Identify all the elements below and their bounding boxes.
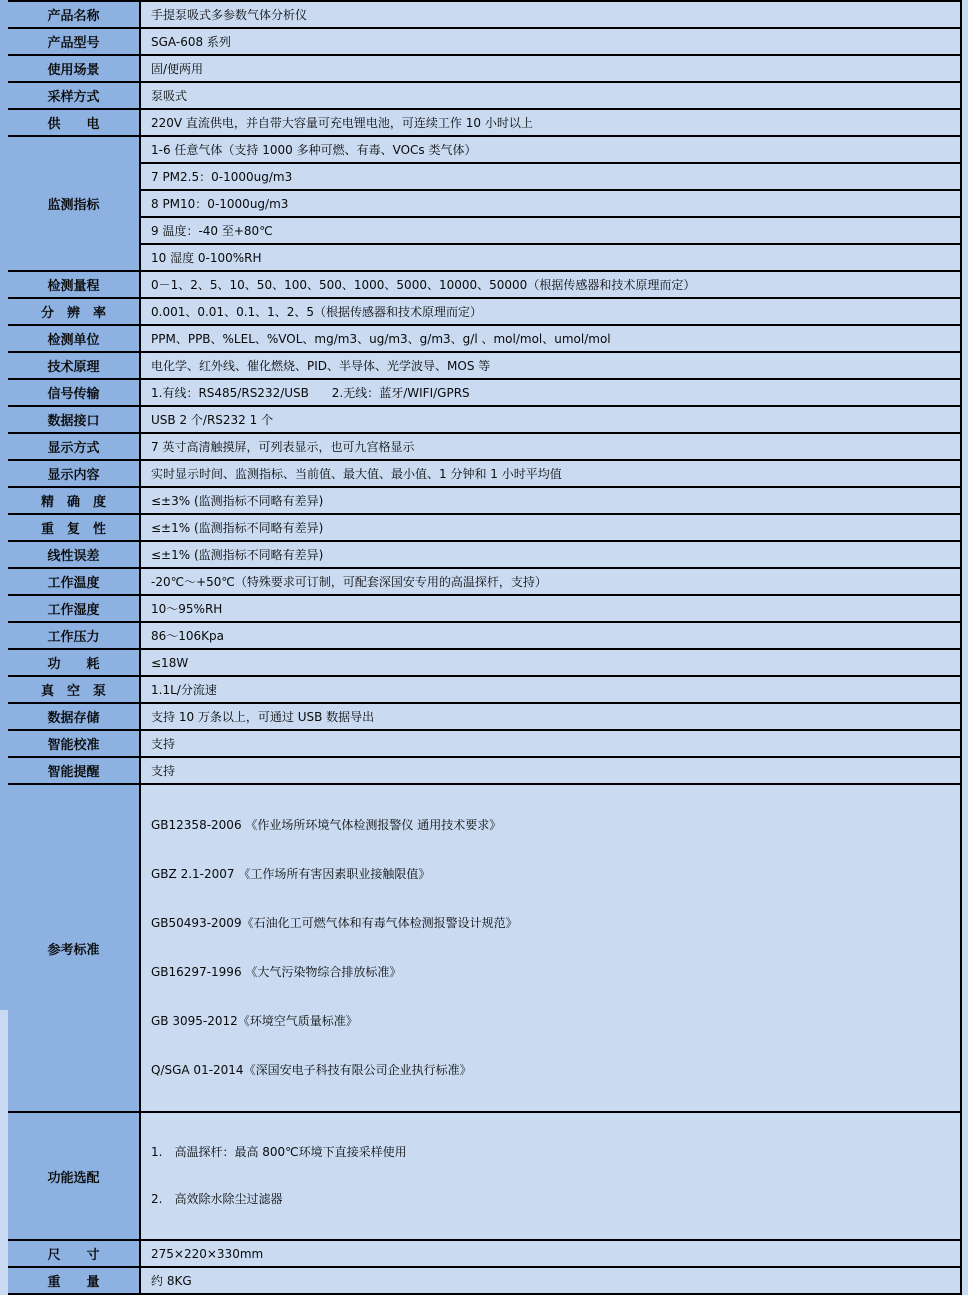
- spec-value: 9 温度：-40 至+80℃: [140, 217, 961, 244]
- spec-label: 产品型号: [8, 28, 140, 55]
- spec-value: SGA-608 系列: [140, 28, 961, 55]
- spec-value: ≤±1% (监测指标不同略有差异): [140, 514, 961, 541]
- spec-row: [8, 379, 961, 406]
- spec-row: [8, 541, 961, 568]
- spec-row: [8, 514, 961, 541]
- spec-row-optional-features: [8, 1112, 961, 1240]
- spec-value: PPM、PPB、%LEL、%VOL、mg/m3、ug/m3、g/m3、g/l 、mol/mol、umol/mol: [140, 325, 961, 352]
- spec-label: 分 辨 率: [8, 298, 140, 325]
- spec-value: 0.001、0.01、0.1、1、2、5（根据传感器和技术原理而定）: [140, 298, 961, 325]
- spec-row: [8, 460, 961, 487]
- spec-row: [8, 1, 961, 28]
- spec-label: 重 复 性: [8, 514, 140, 541]
- spec-row: [8, 298, 961, 325]
- spec-subrow: [8, 190, 961, 217]
- standard-line: GB50493-2009《石油化工可燃气体和有毒气体检测报警设计规范》: [151, 916, 518, 930]
- option-line: 2. 高效除水除尘过滤器: [151, 1192, 283, 1206]
- spec-label: 工作压力: [8, 622, 140, 649]
- spec-value: 泵吸式: [140, 82, 961, 109]
- spec-value: 约 8KG: [140, 1267, 961, 1294]
- spec-value: 1-6 任意气体（支持 1000 多种可燃、有毒、VOCs 类气体）: [140, 136, 961, 163]
- spec-row: [8, 271, 961, 298]
- spec-value: 86～106Kpa: [140, 622, 961, 649]
- spec-label: 检测单位: [8, 325, 140, 352]
- spec-row: [8, 622, 961, 649]
- spec-subrow: [8, 244, 961, 271]
- spec-label: 显示方式: [8, 433, 140, 460]
- spec-label: 技术原理: [8, 352, 140, 379]
- spec-label: 功 耗: [8, 649, 140, 676]
- spec-label: 智能提醒: [8, 757, 140, 784]
- spec-value: 7 英寸高清触摸屏，可列表显示，也可九宫格显示: [140, 433, 961, 460]
- spec-value: 10～95%RH: [140, 595, 961, 622]
- spec-value: 支持 10 万条以上，可通过 USB 数据导出: [140, 703, 961, 730]
- standard-line: GB12358-2006 《作业场所环境气体检测报警仪 通用技术要求》: [151, 818, 502, 832]
- spec-value: 电化学、红外线、催化燃烧、PID、半导体、光学波导、MOS 等: [140, 352, 961, 379]
- spec-value: ≤±1% (监测指标不同略有差异): [140, 541, 961, 568]
- spec-row: [8, 1267, 961, 1294]
- spec-row: [8, 28, 961, 55]
- spec-row-reference-standards: [8, 784, 961, 1112]
- spec-value: 支持: [140, 757, 961, 784]
- spec-row: [8, 1240, 961, 1267]
- spec-subrow: [8, 217, 961, 244]
- spec-value: 220V 直流供电，并自带大容量可充电锂电池，可连续工作 10 小时以上: [140, 109, 961, 136]
- spec-value: USB 2 个/RS232 1 个: [140, 406, 961, 433]
- spec-value: 10 湿度 0-100%RH: [140, 244, 961, 271]
- spec-row: [8, 433, 961, 460]
- spec-row: [8, 82, 961, 109]
- spec-label: 数据接口: [8, 406, 140, 433]
- spec-label: 产品名称: [8, 1, 140, 28]
- spec-value: 0－1、2、5、10、50、100、500、1000、5000、10000、50000（根据传感器和技术原理而定）: [140, 271, 961, 298]
- spec-row: [8, 109, 961, 136]
- spec-row: [8, 568, 961, 595]
- spec-row: [8, 55, 961, 82]
- spec-row: [8, 703, 961, 730]
- spec-row: [8, 676, 961, 703]
- spec-label: 精 确 度: [8, 487, 140, 514]
- spec-row: [8, 406, 961, 433]
- spec-label: 工作湿度: [8, 595, 140, 622]
- spec-row: [8, 649, 961, 676]
- spec-label: 功能选配: [8, 1112, 140, 1240]
- spec-label: 工作温度: [8, 568, 140, 595]
- spec-value: 7 PM2.5：0-1000ug/m3: [140, 163, 961, 190]
- spec-value: ≤±3% (监测指标不同略有差异): [140, 487, 961, 514]
- standard-line: GB 3095-2012《环境空气质量标准》: [151, 1014, 358, 1028]
- spec-value: [140, 1112, 961, 1240]
- spec-value: ≤18W: [140, 649, 961, 676]
- spec-label: 采样方式: [8, 82, 140, 109]
- spec-value: 固/便两用: [140, 55, 961, 82]
- spec-subrow: [8, 163, 961, 190]
- spec-label: 尺 寸: [8, 1240, 140, 1267]
- option-line: 1. 高温探杆：最高 800℃环境下直接采样使用: [151, 1145, 407, 1159]
- spec-value: 手提泵吸式多参数气体分析仪: [140, 1, 961, 28]
- spec-label: 智能校准: [8, 730, 140, 757]
- standard-line: Q/SGA 01-2014《深国安电子科技有限公司企业执行标准》: [151, 1063, 472, 1077]
- spec-label: 信号传输: [8, 379, 140, 406]
- spec-value: [140, 784, 961, 1112]
- left-margin-strip: [0, 0, 8, 1010]
- spec-label: 数据存储: [8, 703, 140, 730]
- spec-label: 重 量: [8, 1267, 140, 1294]
- spec-row: [8, 487, 961, 514]
- spec-label: 使用场景: [8, 55, 140, 82]
- spec-label: 检测量程: [8, 271, 140, 298]
- spec-value: 275×220×330mm: [140, 1240, 961, 1267]
- spec-label: 真 空 泵: [8, 676, 140, 703]
- spec-row: [8, 352, 961, 379]
- spec-row: [8, 730, 961, 757]
- standard-line: GBZ 2.1-2007 《工作场所有害因素职业接触限值》: [151, 867, 431, 881]
- spec-label: 参考标准: [8, 784, 140, 1112]
- spec-value: 1.1L/分流速: [140, 676, 961, 703]
- spec-value: 8 PM10：0-1000ug/m3: [140, 190, 961, 217]
- spec-value: 支持: [140, 730, 961, 757]
- spec-row: [8, 595, 961, 622]
- spec-label: 线性误差: [8, 541, 140, 568]
- standard-line: GB16297-1996 《大气污染物综合排放标准》: [151, 965, 402, 979]
- spec-row-monitor-indicators: [8, 136, 961, 163]
- spec-value: 1.有线：RS485/RS232/USB 2.无线：蓝牙/WIFI/GPRS: [140, 379, 961, 406]
- spec-value: -20℃～+50℃（特殊要求可订制，可配套深国安专用的高温探杆，支持）: [140, 568, 961, 595]
- spec-label: 监测指标: [8, 136, 140, 271]
- spec-value: 实时显示时间、监测指标、当前值、最大值、最小值、1 分钟和 1 小时平均值: [140, 460, 961, 487]
- spec-row: [8, 325, 961, 352]
- spec-label: 显示内容: [8, 460, 140, 487]
- spec-label: 供 电: [8, 109, 140, 136]
- spec-row: [8, 757, 961, 784]
- product-spec-table: [8, 0, 962, 1295]
